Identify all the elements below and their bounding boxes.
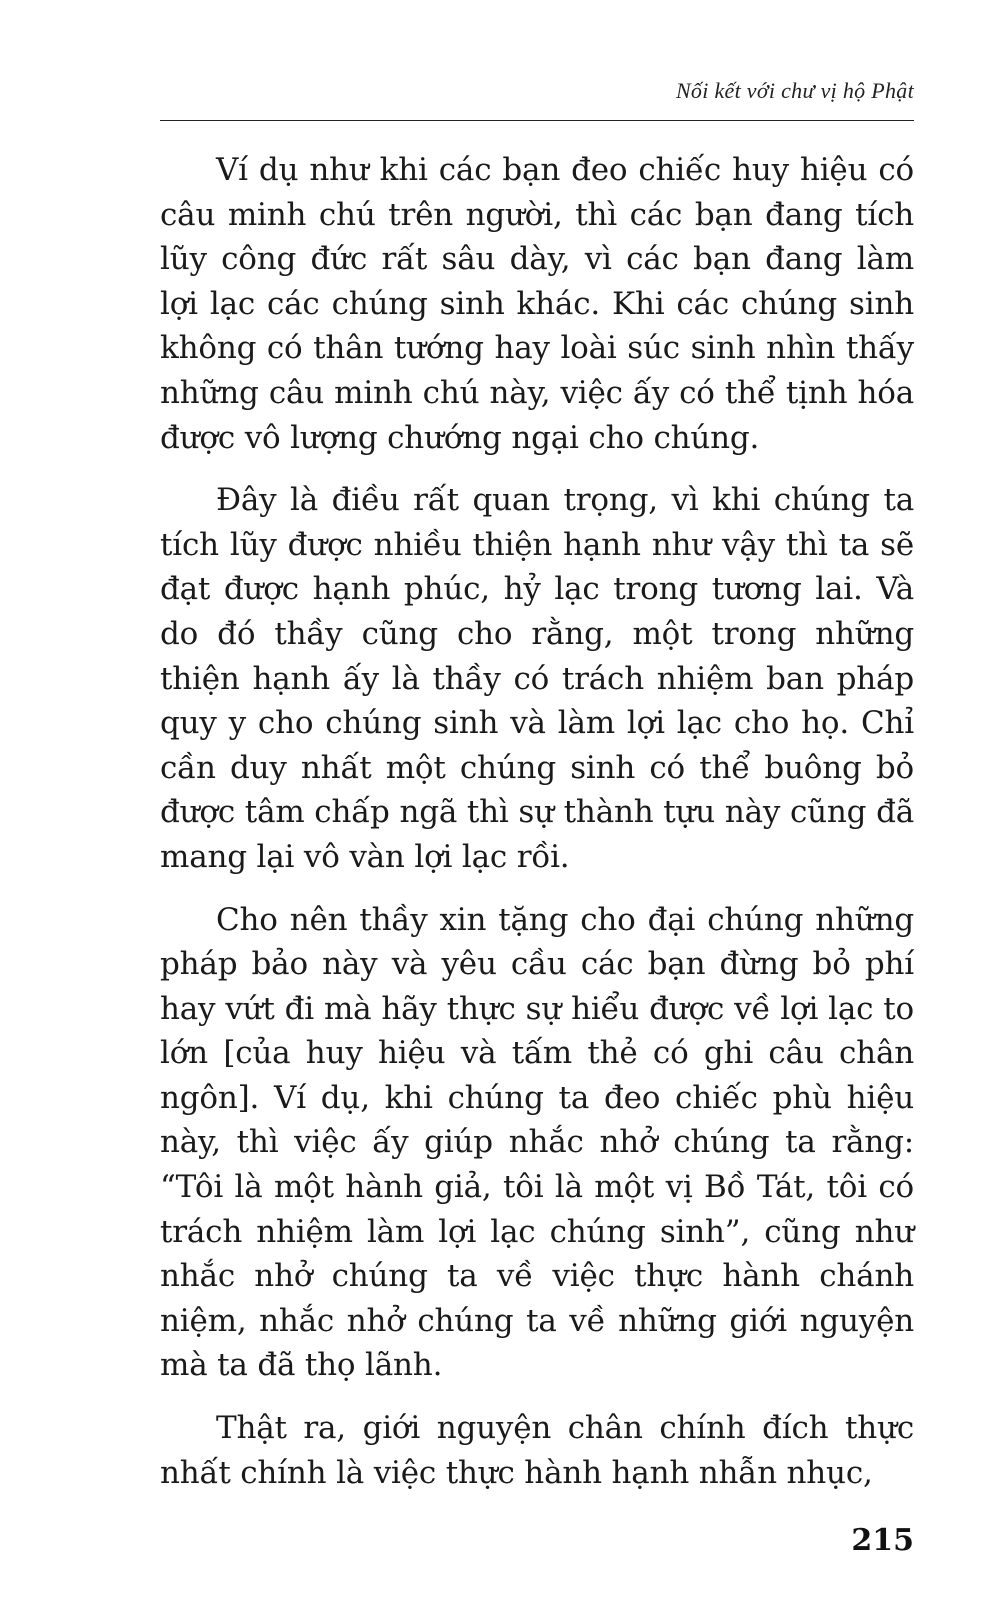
paragraph-3: Cho nên thầy xin tặng cho đại chúng những pháp bảo này và yêu cầu các bạn đừng bỏ phí hay vứt đi mà hãy thực sự hiểu được về lợi lạc to lớn [của huy hiệu và tấm thẻ có ghi câu chân ngôn]. Ví dụ, khi chúng ta đeo chiếc phù hiệu này, thì việc ấy giúp nhắc nhở chúng ta rằng: “Tôi là một hành giả, tôi là một vị Bồ Tát, tôi có trách nhiệm làm lợi lạc chúng sinh”, cũng như nhắc nhở chúng ta về việc thực hành chánh niệm, nhắc nhở chúng ta về những giới nguyện mà ta đã thọ lãnh. (160, 901, 914, 1384)
paragraph-2: Đây là điều rất quan trọng, vì khi chúng ta tích lũy được nhiều thiện hạnh như vậy thì ta sẽ đạt được hạnh phúc, hỷ lạc trong tương lai. Và do đó thầy cũng cho rằng, một trong những thiện hạnh ấy là thầy có trách nhiệm ban pháp quy y cho chúng sinh và làm lợi lạc cho họ. Chỉ cần duy nhất một chúng sinh có thể buông bỏ được tâm chấp ngã thì sự thành tựu này cũng đã mang lại vô vàn lợi lạc rồi. (160, 482, 914, 875)
paragraph-4: Thật ra, giới nguyện chân chính đích thực nhất chính là việc thực hành hạnh nhẫn nhục, (160, 1410, 914, 1491)
paragraph-1: Ví dụ như khi các bạn đeo chiếc huy hiệu có câu minh chú trên người, thì các bạn đang tích lũy công đức rất sâu dày, vì các bạn đang làm lợi lạc các chúng sinh khác. Khi các chúng sinh không có thân tướng hay loài súc sinh nhìn thấy những câu minh chú này, việc ấy có thể tịnh hóa được vô lượng chướng ngại cho chúng. (160, 152, 914, 456)
body-text (160, 148, 914, 1513)
page-number: 215 (851, 1523, 914, 1558)
running-header (160, 72, 914, 121)
running-title: Nối kết với chư vị hộ Phật (675, 78, 914, 103)
